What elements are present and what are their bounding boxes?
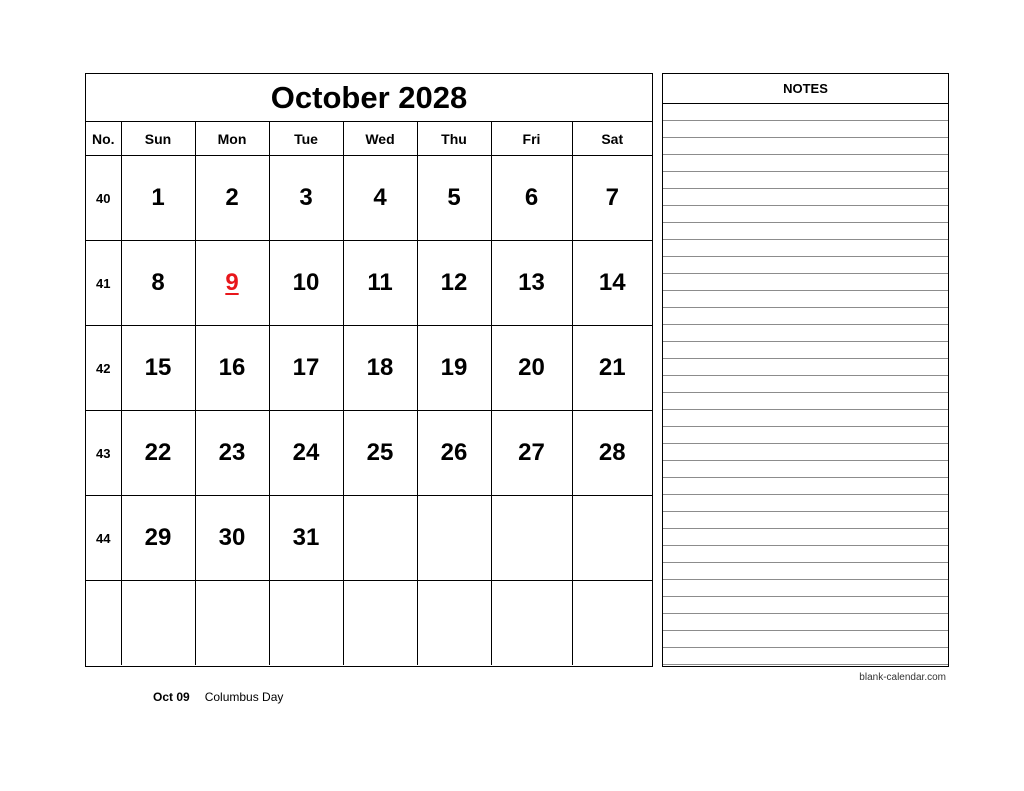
week-number: 40 [86,156,121,241]
day-cell [121,496,195,581]
weekday-header: Sat [572,122,652,156]
day-cell [343,411,417,496]
week-row [86,581,652,666]
day-cell [121,241,195,326]
note-line [663,512,948,529]
day-number: 20 [518,354,545,381]
note-line [663,342,948,359]
week-number [86,581,121,666]
day-cell [491,496,572,581]
day-cell [269,326,343,411]
weekday-header: Sun [121,122,195,156]
day-number: 26 [440,439,468,466]
week-number: 43 [86,411,121,496]
weekday-header: Mon [195,122,269,156]
day-cell [121,411,195,496]
notes-lines [663,104,948,666]
day-cell [572,411,652,496]
day-cell [195,411,269,496]
day-cell [269,156,343,241]
note-line [663,461,948,478]
day-cell [269,496,343,581]
day-number: 21 [598,354,626,381]
notes-title: NOTES [663,74,948,104]
week-number: 44 [86,496,121,581]
day-number: 18 [366,354,394,381]
day-cell [572,326,652,411]
note-line [663,529,948,546]
day-cell [195,581,269,666]
note-line [663,495,948,512]
note-line [663,104,948,121]
note-line [663,444,948,461]
day-cell [195,496,269,581]
day-cell [572,241,652,326]
holiday-date: Oct 09 [153,690,190,704]
week-row [86,241,652,326]
note-line [663,138,948,155]
note-line [663,189,948,206]
calendar-table [86,122,652,665]
site-credit: blank-calendar.com [859,672,946,683]
note-line [663,359,948,376]
day-cell [343,326,417,411]
day-number: 12 [440,269,468,296]
note-line [663,325,948,342]
day-number: 11 [367,269,393,296]
day-number: 25 [366,439,394,466]
note-line [663,155,948,172]
day-number: 1 [151,184,165,211]
holiday-row [153,690,283,704]
note-line [663,376,948,393]
day-cell [121,581,195,666]
week-number: 42 [86,326,121,411]
day-number: 30 [218,524,246,551]
holiday-list [153,690,283,704]
weekday-header-row [86,122,652,156]
note-line [663,121,948,138]
day-cell [121,156,195,241]
day-cell [491,581,572,666]
week-row [86,496,652,581]
day-cell [491,411,572,496]
day-cell [343,496,417,581]
day-number: 14 [598,269,626,296]
week-row [86,156,652,241]
day-number: 2 [225,184,239,211]
day-number: 23 [218,439,246,466]
weekday-header: Tue [269,122,343,156]
day-cell [417,581,491,666]
day-cell [491,156,572,241]
note-line [663,172,948,189]
note-line [663,597,948,614]
week-number: 41 [86,241,121,326]
day-cell [491,326,572,411]
note-line [663,274,948,291]
day-number: 7 [605,184,619,211]
day-cell [572,156,652,241]
day-number: 3 [299,184,313,211]
note-line [663,546,948,563]
note-line [663,206,948,223]
note-line [663,478,948,495]
day-number: 16 [218,354,246,381]
week-row [86,326,652,411]
day-cell [269,411,343,496]
note-line [663,308,948,325]
day-number: 29 [144,524,172,551]
day-number: 27 [518,439,545,466]
day-cell [121,326,195,411]
day-number: 8 [151,269,165,296]
day-cell [417,496,491,581]
day-cell [343,241,417,326]
note-line [663,223,948,240]
day-cell [343,581,417,666]
day-cell [269,241,343,326]
weekday-header: Fri [491,122,572,156]
weekday-header: Thu [417,122,491,156]
day-number: 4 [373,184,387,211]
day-number: 17 [292,354,320,381]
day-number: 6 [524,184,539,211]
note-line [663,614,948,631]
day-cell [417,326,491,411]
week-number-header: No. [86,122,121,156]
day-number: 31 [292,524,320,551]
day-number: 19 [440,354,468,381]
day-cell [343,156,417,241]
note-line [663,393,948,410]
day-number: 5 [447,184,461,211]
day-cell [417,411,491,496]
day-cell [417,241,491,326]
note-line [663,580,948,597]
note-line [663,410,948,427]
weekday-header: Wed [343,122,417,156]
note-line [663,648,948,665]
day-cell [491,241,572,326]
day-cell [572,496,652,581]
holiday-name: Columbus Day [204,690,284,704]
day-cell [195,326,269,411]
day-cell-holiday [195,241,269,326]
note-line [663,563,948,580]
note-line [663,631,948,648]
note-line [663,240,948,257]
note-line [663,427,948,444]
day-number: 24 [292,439,320,466]
note-line [663,257,948,274]
day-cell [195,156,269,241]
calendar-grid [85,73,653,667]
day-cell [269,581,343,666]
note-line [663,291,948,308]
day-cell [572,581,652,666]
day-number: 10 [292,269,320,296]
day-number: 13 [518,269,545,296]
day-number: 9 [225,269,239,296]
day-number: 15 [144,354,172,381]
week-row [86,411,652,496]
notes-panel [662,73,949,667]
month-title: October 2028 [86,74,652,122]
day-number: 22 [144,439,172,466]
day-cell [417,156,491,241]
day-number: 28 [598,439,626,466]
